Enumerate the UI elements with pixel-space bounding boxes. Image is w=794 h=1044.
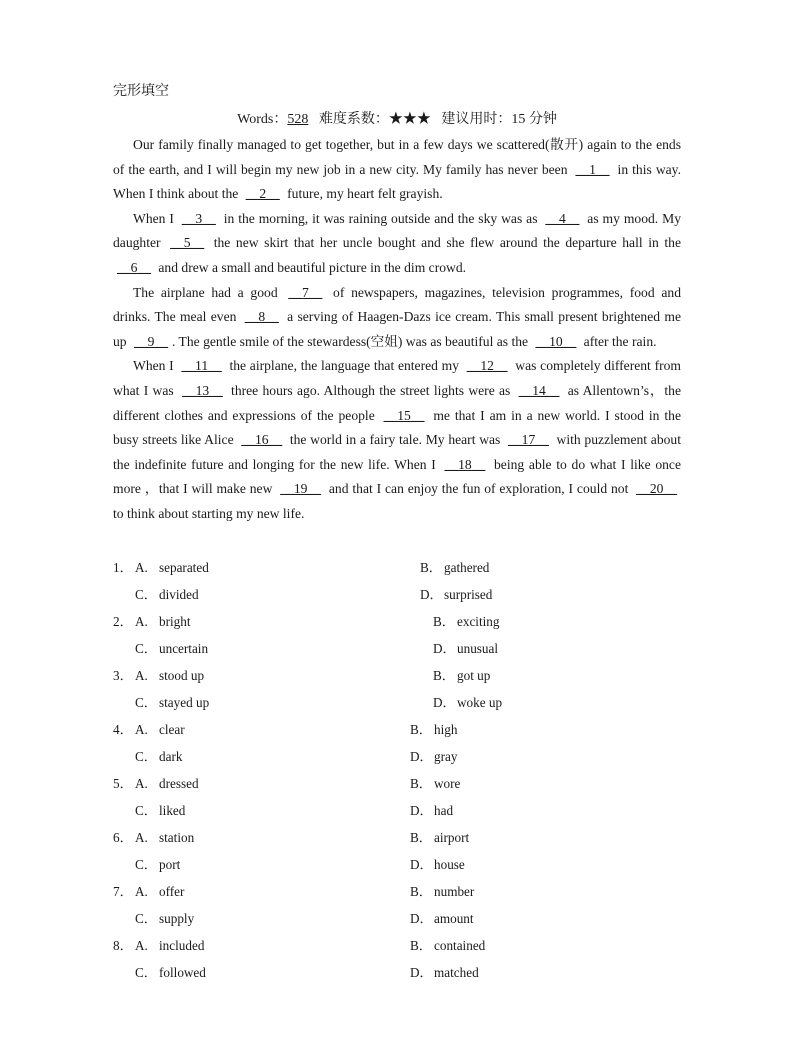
option-text: high [434, 722, 458, 737]
option-letter: B． [410, 722, 432, 737]
cloze-blank: __3__ [181, 210, 216, 226]
option-letter: D． [410, 803, 433, 818]
option-text: included [159, 938, 205, 953]
passage-text: future, my heart felt grayish. [283, 186, 443, 202]
question-number: 1． [113, 560, 133, 575]
option-letter: C． [135, 965, 157, 980]
option-d [410, 746, 457, 768]
option-letter: D． [410, 911, 433, 926]
option-text: surprised [444, 587, 493, 602]
question-number: 8． [113, 938, 133, 953]
option-letter: D． [410, 965, 433, 980]
option-a [135, 611, 191, 633]
option-letter: A. [135, 614, 148, 629]
passage-text: with puzzlement about the indefinite future and longing for the new life. When I [113, 432, 682, 472]
option-text: number [434, 884, 475, 899]
option-letter: B． [410, 776, 432, 791]
option-text: uncertain [159, 641, 209, 656]
option-text: airport [434, 830, 470, 845]
option-letter: D． [420, 587, 443, 602]
option-text: dark [159, 749, 183, 764]
option-b [410, 827, 469, 849]
passage-paragraph [113, 133, 681, 207]
option-text: gray [434, 749, 458, 764]
cloze-blank: __4__ [545, 210, 580, 226]
option-text: gathered [444, 560, 490, 575]
option-text: divided [159, 587, 199, 602]
cloze-blank: __7__ [288, 284, 323, 300]
passage-paragraph [113, 354, 681, 526]
passage-text: Our family finally managed to get together, but in a few days we scattered(散开) again to the ends of the earth, and I will begin my new job in a new city. My family has never been [113, 137, 681, 177]
cloze-blank: __20__ [636, 481, 677, 497]
passage-text: three hours ago. Although the street lights were as [226, 382, 515, 398]
question-item [113, 557, 681, 611]
cloze-blank: __11__ [181, 358, 222, 374]
option-b [410, 881, 474, 903]
word-count: 528 [287, 112, 309, 127]
cloze-blank: __1__ [575, 161, 610, 177]
option-letter: C． [135, 803, 157, 818]
passage-text: as Allentown’s，the different clothes and expressions of the people [113, 382, 682, 423]
option-text: contained [434, 938, 486, 953]
cloze-blank: __18__ [444, 456, 486, 472]
cloze-passage [113, 133, 681, 527]
option-c [135, 746, 182, 768]
passage-meta [0, 108, 794, 128]
option-text: clear [159, 722, 185, 737]
option-text: matched [434, 965, 479, 980]
option-a [135, 827, 194, 849]
option-d [433, 692, 502, 714]
option-text: got up [457, 668, 491, 683]
option-d [410, 800, 453, 822]
option-c [135, 908, 194, 930]
option-text: liked [159, 803, 186, 818]
cloze-blank: __16__ [241, 432, 283, 448]
option-letter: B． [433, 668, 455, 683]
passage-text: the new skirt that her uncle bought and she flew around the departure hall in the [208, 235, 681, 251]
option-letter: A. [135, 938, 148, 953]
option-letter: C． [135, 587, 157, 602]
option-d [410, 908, 474, 930]
option-text: woke up [457, 695, 503, 710]
option-letter: B． [420, 560, 442, 575]
option-c [135, 854, 180, 876]
question-number: 7． [113, 884, 133, 899]
cloze-blank: __5__ [170, 235, 205, 251]
passage-text: and drew a small and beautiful picture in the dim crowd. [154, 259, 467, 275]
option-letter: B． [410, 884, 432, 899]
question-number: 4． [113, 722, 133, 737]
cloze-blank: __10__ [535, 333, 577, 349]
question-item [113, 611, 681, 665]
option-a [135, 935, 204, 957]
question-number: 3． [113, 668, 133, 683]
passage-text: the world in a fairy tale. My heart was [286, 432, 505, 448]
section-title: 完形填空 [113, 83, 169, 99]
option-text: dressed [159, 776, 199, 791]
option-letter: D． [410, 857, 433, 872]
option-a [135, 719, 185, 741]
cloze-blank: __8__ [244, 309, 279, 325]
option-letter: D． [433, 641, 456, 656]
option-letter: D． [433, 695, 456, 710]
option-letter: A. [135, 776, 148, 791]
cloze-blank: __15__ [383, 407, 425, 423]
passage-text: in this way. When I think about the [113, 161, 681, 202]
passage-text: and that I can enjoy the fun of exploration, I could not [325, 481, 633, 497]
passage-text: of newspapers, magazines, television programmes, food and drinks. The meal even [113, 284, 681, 325]
passage-text: When I [133, 358, 178, 374]
option-letter: B． [433, 614, 455, 629]
option-letter: C． [135, 749, 157, 764]
option-text: station [159, 830, 195, 845]
passage-text: after the rain. [580, 333, 657, 349]
option-letter: D． [410, 749, 433, 764]
option-letter: C． [135, 911, 157, 926]
question-number: 5． [113, 776, 133, 791]
passage-text: The airplane had a good [133, 284, 285, 300]
question-item [113, 881, 681, 935]
question-item [113, 665, 681, 719]
cloze-blank: __9__ [134, 333, 168, 349]
option-b [420, 557, 489, 579]
passage-paragraph [113, 281, 681, 355]
question-item [113, 935, 681, 989]
option-c [135, 800, 185, 822]
passage-text: as my mood. My daughter [113, 210, 681, 251]
option-text: supply [159, 911, 195, 926]
passage-text: to think about starting my new life. [113, 505, 305, 521]
suggested-time: 建议用时：15 分钟 [441, 112, 557, 127]
cloze-blank: __17__ [508, 432, 549, 448]
option-text: exciting [457, 614, 500, 629]
option-a [135, 665, 204, 687]
option-letter: A. [135, 830, 148, 845]
cloze-blank: __19__ [280, 481, 322, 497]
question-item [113, 773, 681, 827]
option-letter: A. [135, 668, 148, 683]
option-a [135, 557, 209, 579]
cloze-blank: __14__ [518, 382, 560, 398]
option-b [433, 611, 499, 633]
option-b [410, 935, 485, 957]
passage-text: When I [133, 210, 178, 226]
option-text: separated [159, 560, 209, 575]
passage-text: a serving of Haagen-Dazs ice cream. This small present brightened me up [113, 309, 682, 349]
option-a [135, 881, 184, 903]
question-number: 2． [113, 614, 133, 629]
passage-text: me that I am in a new world. I stood in the busy streets like Alice [113, 407, 681, 448]
cloze-blank: __12__ [466, 358, 508, 374]
option-text: followed [159, 965, 206, 980]
option-letter: C． [135, 641, 157, 656]
option-b [410, 719, 457, 741]
option-d [420, 584, 492, 606]
cloze-blank: __13__ [181, 382, 223, 398]
question-number: 6． [113, 830, 133, 845]
option-d [433, 638, 498, 660]
option-c [135, 692, 209, 714]
option-letter: C． [135, 695, 157, 710]
option-c [135, 962, 206, 984]
option-text: had [434, 803, 454, 818]
cloze-blank: __2__ [245, 186, 280, 202]
option-text: bright [159, 614, 191, 629]
option-letter: B． [410, 830, 432, 845]
option-d [410, 854, 465, 876]
option-c [135, 584, 199, 606]
option-text: offer [159, 884, 185, 899]
passage-text: was completely different from what I was [113, 358, 681, 398]
option-text: unusual [457, 641, 499, 656]
option-text: stayed up [159, 695, 210, 710]
option-text: stood up [159, 668, 205, 683]
option-letter: A. [135, 722, 148, 737]
passage-paragraph [113, 207, 681, 281]
passage-text: . The gentle smile of the stewardess(空姐) was as beautiful as the [171, 333, 532, 349]
difficulty-rating: 难度系数：★★★ [308, 112, 442, 127]
passage-text: the airplane, the language that entered my [225, 358, 463, 374]
option-text: port [159, 857, 181, 872]
option-a [135, 773, 199, 795]
question-item [113, 719, 681, 773]
cloze-blank: __6__ [117, 259, 151, 275]
option-c [135, 638, 208, 660]
question-item [113, 827, 681, 881]
option-b [433, 665, 490, 687]
option-b [410, 773, 460, 795]
option-text: amount [434, 911, 474, 926]
option-letter: A. [135, 884, 148, 899]
option-letter: A. [135, 560, 148, 575]
answer-options [113, 557, 681, 989]
option-letter: B． [410, 938, 432, 953]
passage-text: being able to do what I like once more ，that I will make new [113, 456, 681, 497]
option-letter: C． [135, 857, 157, 872]
passage-text: in the morning, it was raining outside and the sky was as [219, 210, 542, 226]
option-text: house [434, 857, 465, 872]
option-d [410, 962, 479, 984]
option-text: wore [434, 776, 461, 791]
words-label: Words： [237, 112, 288, 127]
